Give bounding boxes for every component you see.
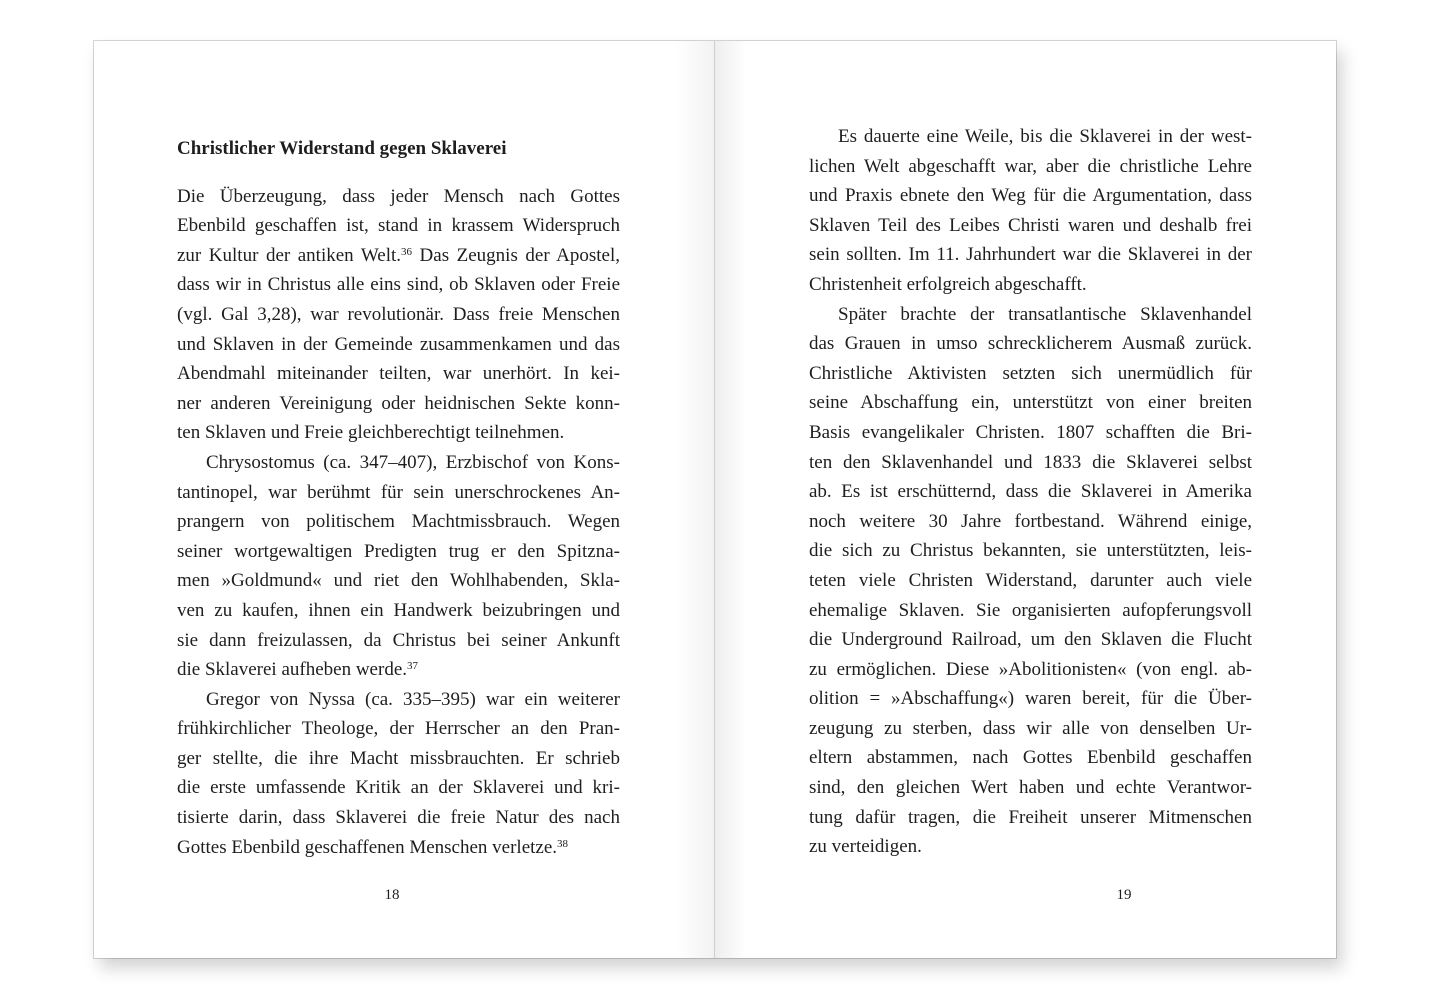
text-line: sie dann freizulassen, da Christus bei seiner Ankunft — [177, 629, 620, 651]
text-line: noch weitere 30 Jahre fortbestand. Während einige, — [809, 510, 1252, 532]
text-line: Christliche Aktivisten setzten sich unermüdlich für — [809, 362, 1252, 384]
text-line: frühkirchlicher Theologe, der Herrscher an den Pran- — [177, 718, 620, 740]
text-fragment: Das Zeugnis der Apostel, — [412, 244, 620, 266]
text-line: die sich zu Christus bekannten, sie unterstützten, leis- — [809, 540, 1252, 562]
text-line: ten Sklaven und Freie gleichberechtigt teilnehmen. — [177, 422, 565, 444]
text-line: Christenheit erfolgreich abgeschafft. — [809, 273, 1087, 295]
paragraph — [809, 122, 1252, 300]
text-line: ten den Sklavenhandel und 1833 die Sklaverei selbst — [809, 451, 1252, 473]
text-line: die erste umfassende Kritik an der Sklaverei und kri- — [177, 777, 620, 799]
text-line: die Underground Railroad, um den Sklaven die Flucht — [809, 629, 1252, 651]
page-number: 18 — [384, 887, 400, 903]
page-number: 19 — [1116, 887, 1132, 903]
text-line: Sklaven Teil des Leibes Christi waren und deshalb frei — [809, 214, 1252, 236]
text-line: sein sollten. Im 11. Jahrhundert war die Sklaverei in der — [809, 244, 1252, 266]
left-page — [94, 41, 715, 958]
right-text-column — [809, 122, 1252, 862]
paragraph — [177, 685, 620, 863]
text-line: Gregor von Nyssa (ca. 335–395) war ein weiterer — [206, 688, 620, 710]
footnote-marker: 36 — [401, 245, 413, 258]
text-line: ven zu kaufen, ihnen ein Handwerk beizubringen und — [177, 599, 620, 621]
text-line: und Sklaven in der Gemeinde zusammenkamen und das — [177, 333, 620, 355]
book-spread — [94, 41, 1336, 958]
text-line: lichen Welt abgeschafft war, aber die christliche Lehre — [809, 155, 1252, 177]
text-line: Basis evangelikaler Christen. 1807 schafften die Bri- — [809, 421, 1252, 443]
text-line: eltern abstammen, nach Gottes Ebenbild geschaffen — [809, 747, 1252, 769]
text-line: ehemalige Sklaven. Sie organisierten aufopferungsvoll — [809, 599, 1252, 621]
paragraph — [809, 300, 1252, 862]
text-line: Die Überzeugung, dass jeder Mensch nach Gottes — [177, 185, 620, 207]
text-line — [177, 241, 620, 271]
text-line: (vgl. Gal 3,28), war revolutionär. Dass freie Menschen — [177, 303, 620, 325]
text-line: tisierte darin, dass Sklaverei die freie Natur des nach — [177, 807, 620, 829]
left-text-column — [177, 134, 620, 862]
text-line: olition = »Abschaffung«) waren bereit, für die Über- — [809, 688, 1252, 710]
paragraph — [177, 448, 620, 685]
text-line: Ebenbild geschaffen ist, stand in krassem Widerspruch — [177, 215, 620, 237]
section-heading: Christlicher Widerstand gegen Sklaverei — [177, 138, 507, 159]
text-line: zu ermöglichen. Diese »Abolitionisten« (von engl. ab- — [809, 658, 1252, 680]
text-line: Abendmahl miteinander teilten, war unerhört. In kei- — [177, 363, 620, 385]
text-line: Später brachte der transatlantische Sklavenhandel — [838, 303, 1252, 325]
text-line: prangern von politischem Machtmissbrauch. Wegen — [177, 511, 620, 533]
text-line: zeugung zu sterben, dass wir alle von denselben Ur- — [809, 717, 1252, 739]
text-line: ab. Es ist erschütternd, dass die Sklaverei in Amerika — [809, 481, 1252, 503]
text-line: teten viele Christen Widerstand, darunter auch viele — [809, 569, 1252, 591]
text-line: seine Abschaffung ein, unterstützt von einer breiten — [809, 392, 1252, 414]
text-line: das Grauen in umso schrecklicherem Ausmaß zurück. — [809, 333, 1252, 355]
text-fragment: die Sklaverei aufheben werde. — [177, 659, 408, 681]
text-line — [177, 655, 620, 685]
paragraph — [177, 182, 620, 448]
text-line: zu verteidigen. — [809, 836, 922, 858]
text-line: Chrysostomus (ca. 347–407), Erzbischof von Kons- — [206, 451, 620, 473]
text-line: sind, den gleichen Wert haben und echte Verantwor- — [809, 777, 1252, 799]
footnote-marker: 37 — [407, 660, 419, 673]
text-line: ger stellte, die ihre Macht missbrauchten. Er schrieb — [177, 747, 620, 769]
text-line: tantinopel, war berühmt für sein unerschrockenes An- — [177, 481, 620, 503]
text-line: und Praxis ebnete den Weg für die Argumentation, dass — [809, 185, 1252, 207]
text-fragment: Gottes Ebenbild geschaffenen Menschen verletze. — [177, 836, 558, 858]
right-page — [715, 41, 1336, 958]
text-fragment: zur Kultur der antiken Welt. — [177, 244, 402, 266]
footnote-marker: 38 — [557, 837, 569, 850]
text-line — [177, 833, 620, 863]
text-line: men »Goldmund« und riet den Wohlhabenden, Skla- — [177, 570, 620, 592]
text-line: ner anderen Vereinigung oder heidnischen Sekte konn- — [177, 392, 620, 414]
text-line: dass wir in Christus alle eins sind, ob Sklaven oder Freie — [177, 274, 620, 296]
text-line: seiner wortgewaltigen Predigten trug er den Spitzna- — [177, 540, 620, 562]
text-line: Es dauerte eine Weile, bis die Sklaverei in der west- — [838, 126, 1252, 147]
text-line: tung dafür tragen, die Freiheit unserer Mitmenschen — [809, 806, 1252, 828]
